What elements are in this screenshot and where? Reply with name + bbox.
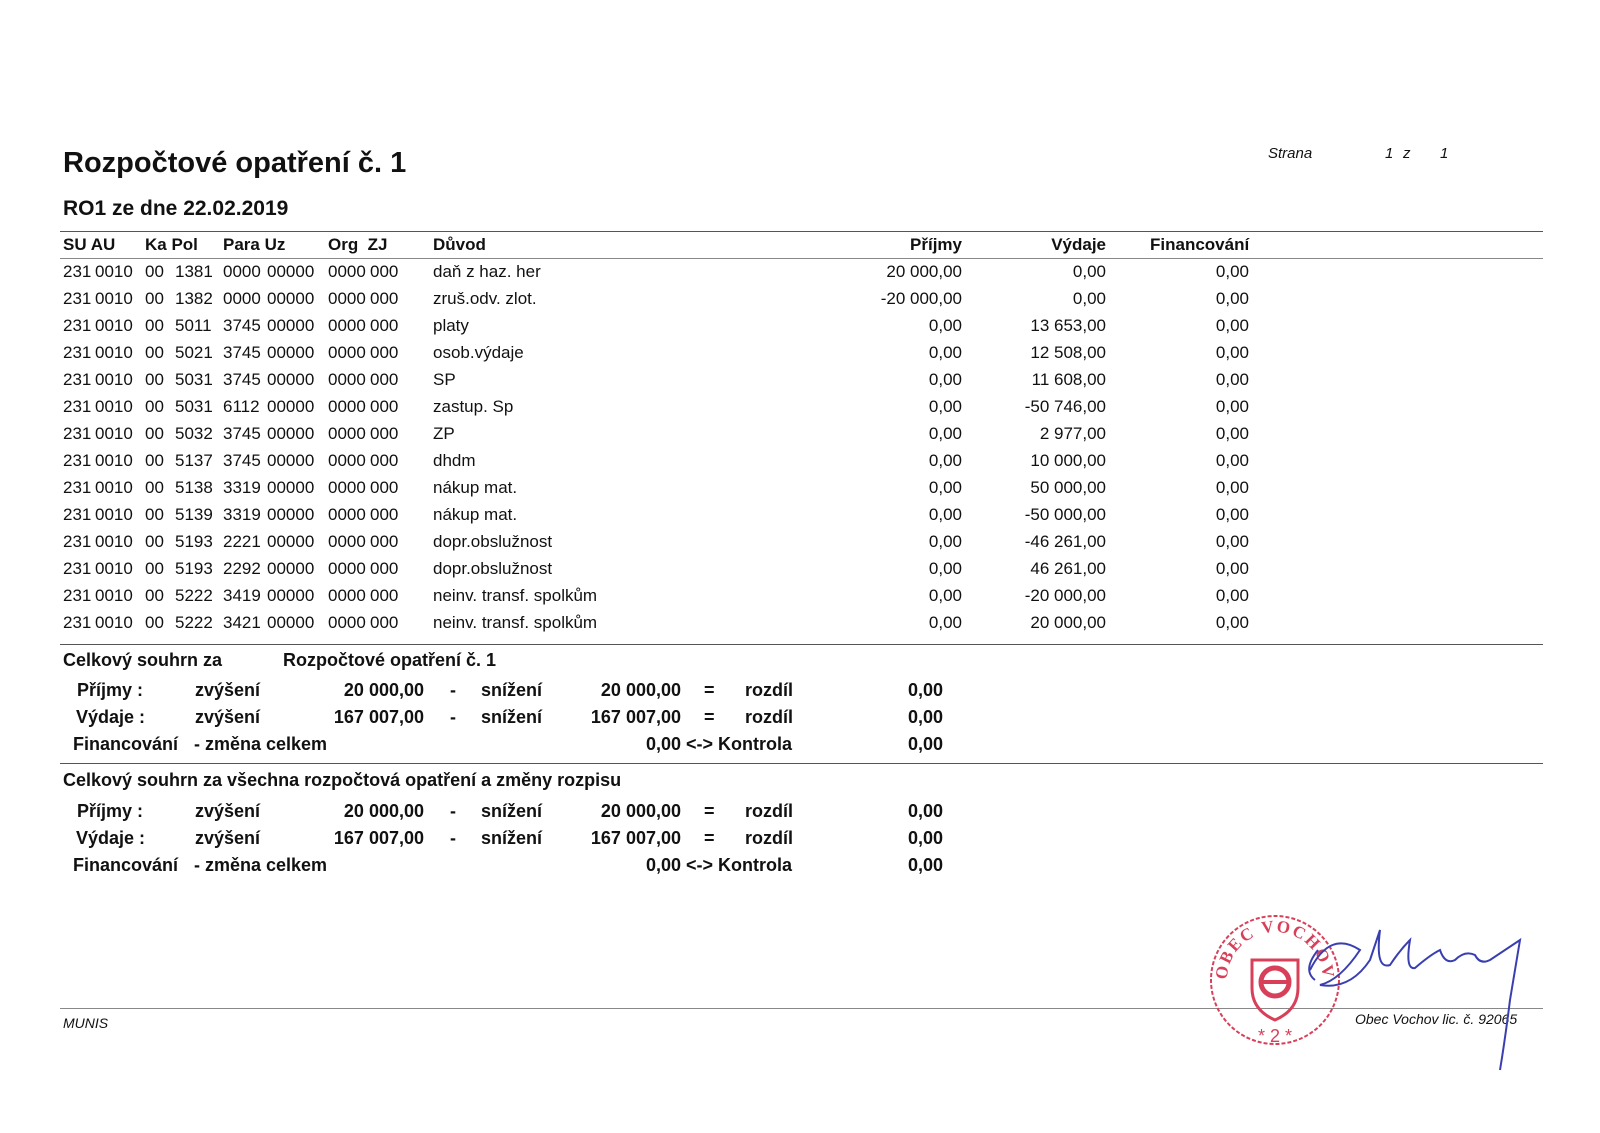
cell-org: 0000	[328, 532, 366, 551]
difference-value: 0,00	[907, 707, 943, 727]
summary-divider	[60, 763, 1543, 764]
header-su-au: SU AU	[63, 235, 116, 254]
summary2-heading: Celkový souhrn za všechna rozpočtová opatření a změny rozpisu	[63, 770, 622, 790]
stamp-text: OBEC VOCHOV	[1211, 916, 1339, 981]
cell-su: 231	[63, 262, 92, 281]
vydaje-label: Výdaje :	[76, 828, 146, 848]
table-row	[0, 505, 1600, 532]
table-row	[0, 532, 1600, 559]
cell-org: 0000	[328, 559, 366, 578]
cell-para: 3319	[223, 478, 261, 497]
cell-financovani: 0,00	[1215, 316, 1249, 335]
cell-su: 231	[63, 559, 92, 578]
cell-au: 0010	[95, 289, 133, 308]
cell-ka: 00	[145, 451, 164, 470]
cell-zj: 000	[370, 586, 399, 605]
cell-org: 0000	[328, 343, 366, 362]
cell-duvod: nákup mat.	[433, 505, 518, 524]
page-title: Rozpočtové opatření č. 1	[63, 147, 407, 179]
cell-duvod: zastup. Sp	[433, 397, 514, 416]
cell-uz: 00000	[267, 586, 315, 605]
financing-value: 0,00	[645, 855, 681, 875]
cell-duvod: dopr.obslužnost	[433, 532, 553, 551]
cell-su: 231	[63, 397, 92, 416]
cell-financovani: 0,00	[1215, 343, 1249, 362]
cell-zj: 000	[370, 559, 399, 578]
header-divider	[60, 258, 1543, 259]
cell-para: 2292	[223, 559, 261, 578]
increase-label: zvýšení	[195, 707, 261, 727]
cell-org: 0000	[328, 262, 366, 281]
cell-zj: 000	[370, 532, 399, 551]
cell-para: 3745	[223, 370, 261, 389]
cell-ka: 00	[145, 370, 164, 389]
cell-para: 3745	[223, 424, 261, 443]
cell-org: 0000	[328, 424, 366, 443]
cell-pol: 5032	[175, 424, 213, 443]
cell-financovani: 0,00	[1215, 478, 1249, 497]
cell-org: 0000	[328, 370, 366, 389]
cell-financovani: 0,00	[1215, 613, 1249, 632]
cell-vydaje: 20 000,00	[1030, 613, 1106, 632]
cell-vydaje: 11 608,00	[1031, 370, 1106, 389]
cell-ka: 00	[145, 289, 164, 308]
divider	[60, 231, 1543, 232]
header-financovani: Financování	[1150, 235, 1250, 254]
cell-uz: 00000	[267, 343, 315, 362]
table-row	[0, 289, 1600, 316]
cell-prijmy: 0,00	[928, 586, 962, 605]
increase-label: zvýšení	[195, 801, 261, 821]
cell-para: 3319	[223, 505, 261, 524]
cell-para: 3745	[223, 343, 261, 362]
vydaje-label: Výdaje :	[76, 707, 146, 727]
header-para-uz: Para Uz	[223, 235, 286, 254]
cell-ka: 00	[145, 397, 164, 416]
decrease-value: 20 000,00	[600, 801, 681, 821]
cell-uz: 00000	[267, 451, 315, 470]
cell-su: 231	[63, 370, 92, 389]
cell-para: 2221	[223, 532, 261, 551]
cell-para: 3421	[223, 613, 261, 632]
page-of: z	[1403, 145, 1411, 162]
cell-zj: 000	[370, 424, 399, 443]
cell-duvod: neinv. transf. spolkům	[433, 613, 598, 632]
cell-au: 0010	[95, 397, 133, 416]
prijmy-label: Příjmy :	[77, 680, 144, 700]
stamp-number: * 2 *	[1257, 1026, 1293, 1046]
cell-au: 0010	[95, 586, 133, 605]
cell-uz: 00000	[267, 397, 315, 416]
table-row	[0, 478, 1600, 505]
cell-uz: 00000	[267, 316, 315, 335]
cell-pol: 1381	[175, 262, 213, 281]
cell-pol: 5139	[175, 505, 213, 524]
cell-vydaje: -20 000,00	[1024, 586, 1106, 605]
cell-duvod: SP	[433, 370, 456, 389]
cell-su: 231	[63, 424, 92, 443]
table-row	[0, 586, 1600, 613]
cell-org: 0000	[328, 505, 366, 524]
cell-org: 0000	[328, 451, 366, 470]
cell-pol: 1382	[175, 289, 213, 308]
financing-label: Financování	[73, 855, 179, 875]
cell-prijmy: 0,00	[928, 559, 962, 578]
cell-uz: 00000	[267, 478, 315, 497]
financing-label: Financování	[73, 734, 179, 754]
cell-au: 0010	[95, 370, 133, 389]
difference-label: rozdíl	[745, 828, 793, 848]
increase-value: 167 007,00	[333, 707, 424, 727]
cell-au: 0010	[95, 451, 133, 470]
difference-value: 0,00	[907, 680, 943, 700]
cell-ka: 00	[145, 316, 164, 335]
minus-sign: -	[450, 707, 456, 727]
cell-financovani: 0,00	[1215, 262, 1249, 281]
cell-org: 0000	[328, 478, 366, 497]
cell-para: 3419	[223, 586, 261, 605]
decrease-label: snížení	[481, 828, 543, 848]
cell-su: 231	[63, 343, 92, 362]
cell-vydaje: -50 000,00	[1024, 505, 1106, 524]
increase-label: zvýšení	[195, 828, 261, 848]
increase-value: 20 000,00	[343, 680, 424, 700]
header-prijmy: Příjmy	[910, 235, 962, 254]
cell-su: 231	[63, 451, 92, 470]
cell-au: 0010	[95, 424, 133, 443]
cell-financovani: 0,00	[1215, 451, 1249, 470]
difference-label: rozdíl	[745, 707, 793, 727]
cell-zj: 000	[370, 262, 399, 281]
decrease-value: 20 000,00	[600, 680, 681, 700]
cell-ka: 00	[145, 343, 164, 362]
cell-zj: 000	[370, 613, 399, 632]
total-change-label: - změna celkem	[194, 855, 328, 875]
cell-uz: 00000	[267, 289, 315, 308]
cell-prijmy: 0,00	[928, 424, 962, 443]
cell-uz: 00000	[267, 613, 315, 632]
cell-vydaje: -46 261,00	[1024, 532, 1106, 551]
cell-prijmy: 0,00	[928, 451, 962, 470]
total-change-label: - změna celkem	[194, 734, 328, 754]
cell-su: 231	[63, 289, 92, 308]
cell-org: 0000	[328, 397, 366, 416]
cell-au: 0010	[95, 343, 133, 362]
cell-pol: 5193	[175, 559, 213, 578]
summary1-heading-b: Rozpočtové opatření č. 1	[283, 650, 497, 670]
signature	[1290, 910, 1550, 1080]
cell-prijmy: 0,00	[928, 478, 962, 497]
document-subtitle: RO1 ze dne 22.02.2019	[63, 197, 289, 220]
cell-prijmy: 0,00	[928, 343, 962, 362]
cell-pol: 5138	[175, 478, 213, 497]
cell-org: 0000	[328, 316, 366, 335]
cell-org: 0000	[328, 613, 366, 632]
cell-pol: 5222	[175, 586, 213, 605]
cell-prijmy: 0,00	[928, 316, 962, 335]
cell-para: 3745	[223, 316, 261, 335]
cell-duvod: ZP	[433, 424, 455, 443]
cell-financovani: 0,00	[1215, 289, 1249, 308]
cell-prijmy: 0,00	[928, 505, 962, 524]
cell-ka: 00	[145, 424, 164, 443]
table-row	[0, 262, 1600, 289]
table-row	[0, 316, 1600, 343]
page-current: 1	[1385, 145, 1394, 162]
cell-financovani: 0,00	[1215, 424, 1249, 443]
cell-duvod: nákup mat.	[433, 478, 518, 497]
cell-financovani: 0,00	[1215, 532, 1249, 551]
cell-pol: 5031	[175, 370, 213, 389]
cell-au: 0010	[95, 478, 133, 497]
cell-su: 231	[63, 316, 92, 335]
cell-pol: 5222	[175, 613, 213, 632]
cell-ka: 00	[145, 262, 164, 281]
cell-zj: 000	[370, 451, 399, 470]
decrease-value: 167 007,00	[590, 707, 681, 727]
cell-org: 0000	[328, 289, 366, 308]
cell-pol: 5031	[175, 397, 213, 416]
cell-ka: 00	[145, 559, 164, 578]
minus-sign: -	[450, 801, 456, 821]
cell-duvod: osob.výdaje	[433, 343, 524, 362]
cell-pol: 5021	[175, 343, 213, 362]
header-vydaje: Výdaje	[1051, 235, 1106, 254]
decrease-value: 167 007,00	[590, 828, 681, 848]
cell-vydaje: 13 653,00	[1030, 316, 1106, 335]
difference-value: 0,00	[907, 828, 943, 848]
cell-prijmy: 0,00	[928, 397, 962, 416]
cell-uz: 00000	[267, 262, 315, 281]
cell-zj: 000	[370, 343, 399, 362]
cell-ka: 00	[145, 478, 164, 497]
prijmy-label: Příjmy :	[77, 801, 144, 821]
difference-label: rozdíl	[745, 680, 793, 700]
check-value: 0,00	[907, 855, 943, 875]
minus-sign: -	[450, 828, 456, 848]
cell-su: 231	[63, 586, 92, 605]
cell-duvod: neinv. transf. spolkům	[433, 586, 598, 605]
footer-license: Obec Vochov lic. č. 92065	[1355, 1011, 1518, 1027]
cell-vydaje: 0,00	[1072, 262, 1106, 281]
check-label: <-> Kontrola	[686, 855, 793, 875]
increase-value: 167 007,00	[333, 828, 424, 848]
cell-duvod: daň z haz. her	[433, 262, 541, 281]
cell-duvod: dopr.obslužnost	[433, 559, 553, 578]
cell-financovani: 0,00	[1215, 370, 1249, 389]
cell-financovani: 0,00	[1215, 397, 1249, 416]
cell-uz: 00000	[267, 424, 315, 443]
cell-zj: 000	[370, 505, 399, 524]
cell-financovani: 0,00	[1215, 505, 1249, 524]
cell-prijmy: 0,00	[928, 370, 962, 389]
cell-org: 0000	[328, 586, 366, 605]
equals-sign: =	[704, 828, 715, 848]
cell-para: 3745	[223, 451, 261, 470]
cell-prijmy: -20 000,00	[880, 289, 962, 308]
cell-para: 0000	[223, 262, 261, 281]
equals-sign: =	[704, 707, 715, 727]
cell-para: 0000	[223, 289, 261, 308]
table-row	[0, 370, 1600, 397]
header-org-zj: Org ZJ	[328, 235, 388, 254]
cell-zj: 000	[370, 478, 399, 497]
cell-duvod: zruš.odv. zlot.	[433, 289, 537, 308]
table-row	[0, 343, 1600, 370]
cell-pol: 5137	[175, 451, 213, 470]
check-value: 0,00	[907, 734, 943, 754]
page-total: 1	[1440, 145, 1449, 162]
financing-value: 0,00	[645, 734, 681, 754]
cell-ka: 00	[145, 532, 164, 551]
cell-vydaje: 46 261,00	[1030, 559, 1106, 578]
equals-sign: =	[704, 801, 715, 821]
cell-uz: 00000	[267, 370, 315, 389]
table-row	[0, 424, 1600, 451]
cell-au: 0010	[95, 559, 133, 578]
table-row	[0, 397, 1600, 424]
decrease-label: snížení	[481, 801, 543, 821]
header-ka-pol: Ka Pol	[145, 235, 198, 254]
cell-financovani: 0,00	[1215, 586, 1249, 605]
table-row	[0, 559, 1600, 586]
cell-zj: 000	[370, 397, 399, 416]
table-row	[0, 613, 1600, 640]
minus-sign: -	[450, 680, 456, 700]
cell-pol: 5193	[175, 532, 213, 551]
increase-label: zvýšení	[195, 680, 261, 700]
cell-vydaje: 0,00	[1072, 289, 1106, 308]
cell-zj: 000	[370, 316, 399, 335]
cell-su: 231	[63, 532, 92, 551]
cell-prijmy: 20 000,00	[886, 262, 962, 281]
difference-label: rozdíl	[745, 801, 793, 821]
cell-zj: 000	[370, 289, 399, 308]
cell-para: 6112	[223, 397, 260, 416]
cell-pol: 5011	[175, 316, 212, 335]
cell-vydaje: -50 746,00	[1024, 397, 1106, 416]
cell-au: 0010	[95, 532, 133, 551]
cell-ka: 00	[145, 613, 164, 632]
footer-software: MUNIS	[63, 1015, 109, 1031]
cell-au: 0010	[95, 262, 133, 281]
cell-duvod: platy	[433, 316, 469, 335]
cell-uz: 00000	[267, 532, 315, 551]
increase-value: 20 000,00	[343, 801, 424, 821]
cell-au: 0010	[95, 316, 133, 335]
header-duvod: Důvod	[433, 235, 486, 254]
cell-prijmy: 0,00	[928, 532, 962, 551]
cell-vydaje: 10 000,00	[1030, 451, 1106, 470]
summary1-heading-a: Celkový souhrn za	[63, 650, 223, 670]
equals-sign: =	[704, 680, 715, 700]
cell-uz: 00000	[267, 505, 315, 524]
decrease-label: snížení	[481, 680, 543, 700]
cell-duvod: dhdm	[433, 451, 476, 470]
page-label: Strana	[1268, 145, 1313, 162]
cell-su: 231	[63, 613, 92, 632]
cell-vydaje: 50 000,00	[1030, 478, 1106, 497]
cell-prijmy: 0,00	[928, 613, 962, 632]
cell-uz: 00000	[267, 559, 315, 578]
cell-ka: 00	[145, 505, 164, 524]
table-bottom-divider	[60, 644, 1543, 645]
cell-au: 0010	[95, 613, 133, 632]
cell-vydaje: 12 508,00	[1030, 343, 1106, 362]
cell-au: 0010	[95, 505, 133, 524]
cell-su: 231	[63, 505, 92, 524]
check-label: <-> Kontrola	[686, 734, 793, 754]
table-row	[0, 451, 1600, 478]
cell-su: 231	[63, 478, 92, 497]
cell-financovani: 0,00	[1215, 559, 1249, 578]
difference-value: 0,00	[907, 801, 943, 821]
cell-vydaje: 2 977,00	[1039, 424, 1106, 443]
cell-zj: 000	[370, 370, 399, 389]
decrease-label: snížení	[481, 707, 543, 727]
cell-ka: 00	[145, 586, 164, 605]
